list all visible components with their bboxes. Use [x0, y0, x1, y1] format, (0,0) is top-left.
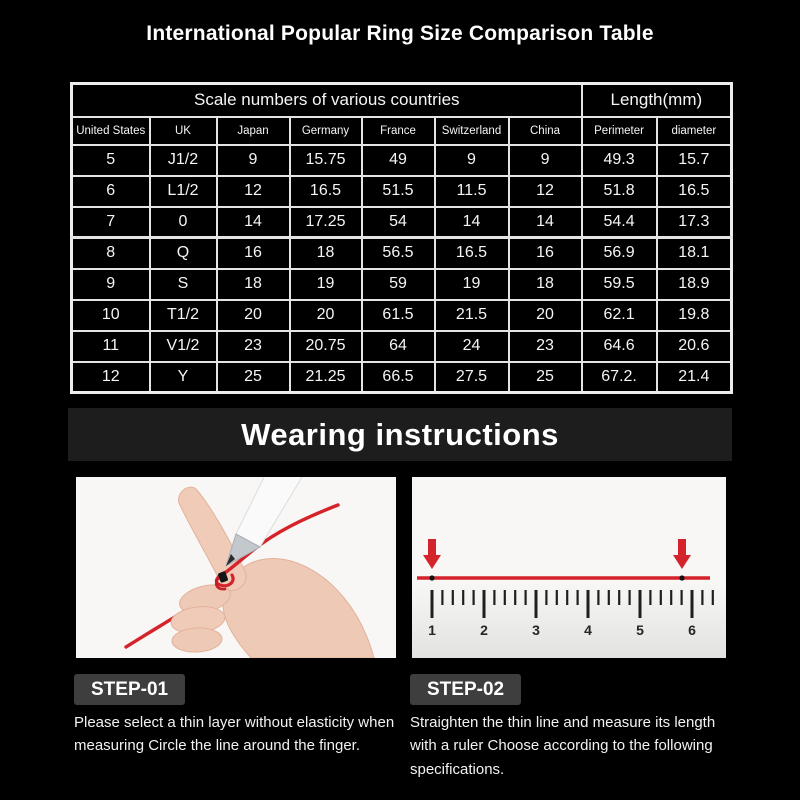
table-cell: 64.6: [582, 331, 657, 362]
ruler-number: 4: [584, 622, 592, 638]
step-02-text: Straighten the thin line and measure its length with a ruler Choose according to the following specifications.: [410, 714, 716, 778]
table-cell: 56.9: [582, 238, 657, 269]
table-cell: 9: [435, 145, 509, 176]
column-header-diameter: diameter: [657, 117, 732, 145]
table-cell: Y: [150, 362, 217, 393]
table-cell: 51.5: [362, 176, 435, 207]
step-02-badge: [410, 674, 521, 705]
table-cell: 20: [509, 300, 582, 331]
column-header-united-states: United States: [72, 117, 150, 145]
table-cell: 18.9: [657, 269, 732, 300]
table-cell: 67.2.: [582, 362, 657, 393]
column-header-japan: Japan: [217, 117, 290, 145]
table-cell: 9: [72, 269, 150, 300]
table-row: [72, 331, 732, 362]
table-cell: 54: [362, 207, 435, 238]
table-cell: 62.1: [582, 300, 657, 331]
table-cell: 6: [72, 176, 150, 207]
table-cell: 64: [362, 331, 435, 362]
table-cell: 49.3: [582, 145, 657, 176]
table-cell: 18: [509, 269, 582, 300]
ring-size-table-wrap: [70, 82, 733, 394]
table-row: [72, 238, 732, 269]
ruler-strip: [412, 583, 726, 658]
table-cell: 18: [217, 269, 290, 300]
ruler-number: 2: [480, 622, 488, 638]
table-cell: 10: [72, 300, 150, 331]
table-cell: 27.5: [435, 362, 509, 393]
table-cell: 59.5: [582, 269, 657, 300]
column-header-france: France: [362, 117, 435, 145]
table-cell: J1/2: [150, 145, 217, 176]
step-01-text: Please select a thin layer without elasticity when measuring Circle the line around the finger.: [74, 714, 395, 755]
step-02-label: STEP-02: [427, 678, 505, 700]
table-row: [72, 176, 732, 207]
table-cell: 16.5: [657, 176, 732, 207]
table-cell: 20: [290, 300, 362, 331]
table-cell: 54.4: [582, 207, 657, 238]
table-cell: 16: [217, 238, 290, 269]
table-cell: 51.8: [582, 176, 657, 207]
table-cell: 19: [290, 269, 362, 300]
ruler-number: 3: [532, 622, 540, 638]
group-header-row: [72, 84, 732, 117]
group-header-countries: Scale numbers of various countries: [72, 84, 582, 117]
table-cell: 25: [509, 362, 582, 393]
table-cell: 18.1: [657, 238, 732, 269]
table-cell: 20.75: [290, 331, 362, 362]
ruler-measure-photo: [412, 477, 726, 658]
table-row: [72, 145, 732, 176]
table-cell: 61.5: [362, 300, 435, 331]
table-cell: 15.75: [290, 145, 362, 176]
table-cell: 12: [217, 176, 290, 207]
table-cell: 23: [217, 331, 290, 362]
table-cell: 21.4: [657, 362, 732, 393]
column-header-switzerland: Switzerland: [435, 117, 509, 145]
table-row: [72, 362, 732, 393]
table-cell: 20.6: [657, 331, 732, 362]
ruler-number: 5: [636, 622, 644, 638]
table-cell: 16.5: [290, 176, 362, 207]
finger-measure-photo: [76, 477, 396, 658]
table-body: [72, 145, 732, 393]
table-cell: 59: [362, 269, 435, 300]
table-cell: 11.5: [435, 176, 509, 207]
table-row: [72, 207, 732, 238]
column-header-germany: Germany: [290, 117, 362, 145]
step-01-badge: [74, 674, 185, 705]
column-header-row: [72, 117, 732, 145]
table-cell: 14: [217, 207, 290, 238]
step-01-label: STEP-01: [91, 678, 169, 700]
group-header-length: Length(mm): [582, 84, 732, 117]
table-cell: 17.3: [657, 207, 732, 238]
table-cell: 9: [509, 145, 582, 176]
table-cell: V1/2: [150, 331, 217, 362]
ruler-number: 6: [688, 622, 696, 638]
table-cell: 5: [72, 145, 150, 176]
table-cell: 14: [509, 207, 582, 238]
ruler-illustration: [412, 477, 726, 658]
table-cell: L1/2: [150, 176, 217, 207]
table-cell: 23: [509, 331, 582, 362]
table-row: [72, 300, 732, 331]
column-header-china: China: [509, 117, 582, 145]
table-cell: 7: [72, 207, 150, 238]
wearing-instructions-banner: [68, 408, 732, 461]
table-cell: 19: [435, 269, 509, 300]
table-cell: 21.5: [435, 300, 509, 331]
ring-size-table: [70, 82, 733, 394]
table-cell: 12: [509, 176, 582, 207]
table-cell: 56.5: [362, 238, 435, 269]
table-cell: 17.25: [290, 207, 362, 238]
table-cell: 66.5: [362, 362, 435, 393]
table-cell: 21.25: [290, 362, 362, 393]
table-row: [72, 269, 732, 300]
table-cell: 49: [362, 145, 435, 176]
table-cell: 12: [72, 362, 150, 393]
table-cell: 25: [217, 362, 290, 393]
table-cell: 18: [290, 238, 362, 269]
table-cell: S: [150, 269, 217, 300]
wearing-instructions-title: Wearing instructions: [241, 416, 559, 452]
page-title: International Popular Ring Size Comparison Table: [146, 22, 654, 45]
measure-end-dot: [679, 575, 684, 580]
table-cell: 9: [217, 145, 290, 176]
table-cell: T1/2: [150, 300, 217, 331]
table-cell: 0: [150, 207, 217, 238]
table-cell: 8: [72, 238, 150, 269]
table-cell: 16: [509, 238, 582, 269]
column-header-perimeter: Perimeter: [582, 117, 657, 145]
table-cell: 16.5: [435, 238, 509, 269]
ruler-number: 1: [428, 622, 436, 638]
measure-start-dot: [429, 575, 434, 580]
table-cell: 24: [435, 331, 509, 362]
table-cell: 19.8: [657, 300, 732, 331]
table-cell: 15.7: [657, 145, 732, 176]
table-cell: 20: [217, 300, 290, 331]
table-cell: 11: [72, 331, 150, 362]
table-cell: 14: [435, 207, 509, 238]
column-header-uk: UK: [150, 117, 217, 145]
table-cell: Q: [150, 238, 217, 269]
hand-illustration: [76, 477, 396, 658]
